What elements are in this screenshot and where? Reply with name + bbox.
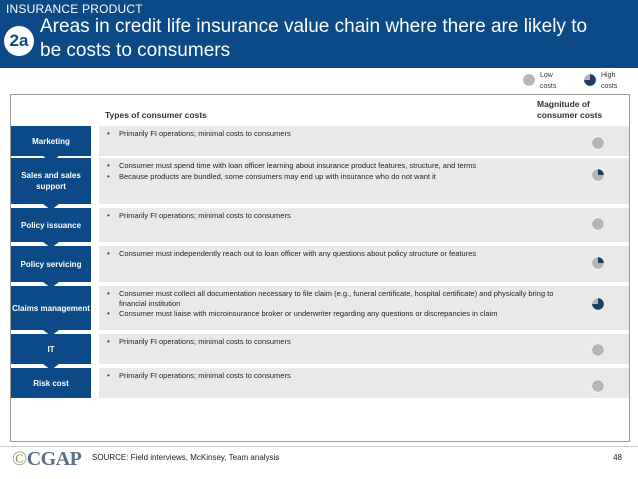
magnitude-harvey-ball-icon — [591, 256, 605, 270]
cost-bullets — [107, 161, 569, 182]
cost-bullets — [107, 129, 569, 140]
harvey-ball-high-icon — [583, 73, 597, 87]
cost-bullet: • Consumer must spend time with loan officer learning about insurance product features, structure, and terms — [107, 161, 569, 171]
cost-bullets — [107, 337, 569, 348]
table-row-sales-and-sales-support — [11, 158, 629, 204]
cost-bullets — [107, 211, 569, 222]
magnitude-harvey-ball-icon — [591, 136, 605, 150]
table-row-it — [11, 334, 629, 364]
header-bar — [0, 0, 638, 68]
cost-bullet: • Consumer must liaise with microinsurance broker or underwriter regarding any questions or discrepancies in claim — [107, 309, 569, 319]
table-row-claims-management — [11, 286, 629, 330]
cost-bullets — [107, 371, 569, 382]
magnitude-harvey-ball-icon — [591, 343, 605, 357]
harvey-ball-low-icon — [522, 73, 536, 87]
cost-bullet: • Primarily FI operations; minimal costs to consumers — [107, 337, 569, 347]
section-eyebrow: INSURANCE PRODUCT — [6, 2, 143, 16]
section-badge: 2a — [4, 26, 34, 56]
magnitude-harvey-ball-icon — [591, 217, 605, 231]
magnitude-harvey-ball-icon — [591, 379, 605, 393]
stage-label-marketing: Marketing — [11, 126, 91, 156]
cost-bullet: • Primarily FI operations; minimal costs to consumers — [107, 211, 569, 221]
source-note: SOURCE: Field interviews, McKinsey, Team analysis — [92, 453, 280, 462]
stage-label-claims-management: Claims management — [11, 286, 91, 330]
stage-label-policy-servicing: Policy servicing — [11, 246, 91, 282]
table-row-policy-servicing — [11, 246, 629, 282]
magnitude-harvey-ball-icon — [591, 297, 605, 311]
magnitude-harvey-ball-icon — [591, 168, 605, 182]
page-number: 48 — [613, 453, 622, 462]
cost-bullets — [107, 249, 569, 260]
column-header-magnitude: Magnitude of consumer costs — [537, 99, 603, 120]
stage-label-sales-and-sales-support: Sales and sales support — [11, 158, 91, 204]
logo-mark-icon: © — [12, 448, 27, 470]
cost-bullet: • Consumer must independently reach out to loan officer with any questions about policy structure or features — [107, 249, 569, 259]
legend-high-label: High costs — [601, 72, 618, 90]
table-row-policy-issuance — [11, 208, 629, 242]
cost-bullets — [107, 289, 569, 320]
page-title: Areas in credit life insurance value chain where there are likely to be costs to consumers — [40, 16, 588, 61]
cost-bullet: • Primarily FI operations; minimal costs to consumers — [107, 129, 569, 139]
stage-label-it: IT — [11, 334, 91, 364]
cost-bullet: • Primarily FI operations; minimal costs to consumers — [107, 371, 569, 381]
stage-label-risk-cost: Risk cost — [11, 368, 91, 398]
legend-low-label: Low costs — [540, 72, 557, 90]
stage-label-policy-issuance: Policy issuance — [11, 208, 91, 242]
column-header-types: Types of consumer costs — [105, 110, 207, 120]
cost-bullet: • Because products are bundled, some consumers may end up with insurance who do not want it — [107, 172, 569, 182]
logo-text: CGAP — [26, 448, 82, 470]
cost-bullet: • Consumer must collect all documentation necessary to file claim (e.g., funeral certificate, hospital certificate) and physically bring to financial institution — [107, 289, 569, 308]
table-row-risk-cost — [11, 368, 629, 398]
cgap-logo — [12, 448, 81, 471]
table-row-marketing — [11, 126, 629, 156]
footer-divider — [0, 446, 638, 447]
